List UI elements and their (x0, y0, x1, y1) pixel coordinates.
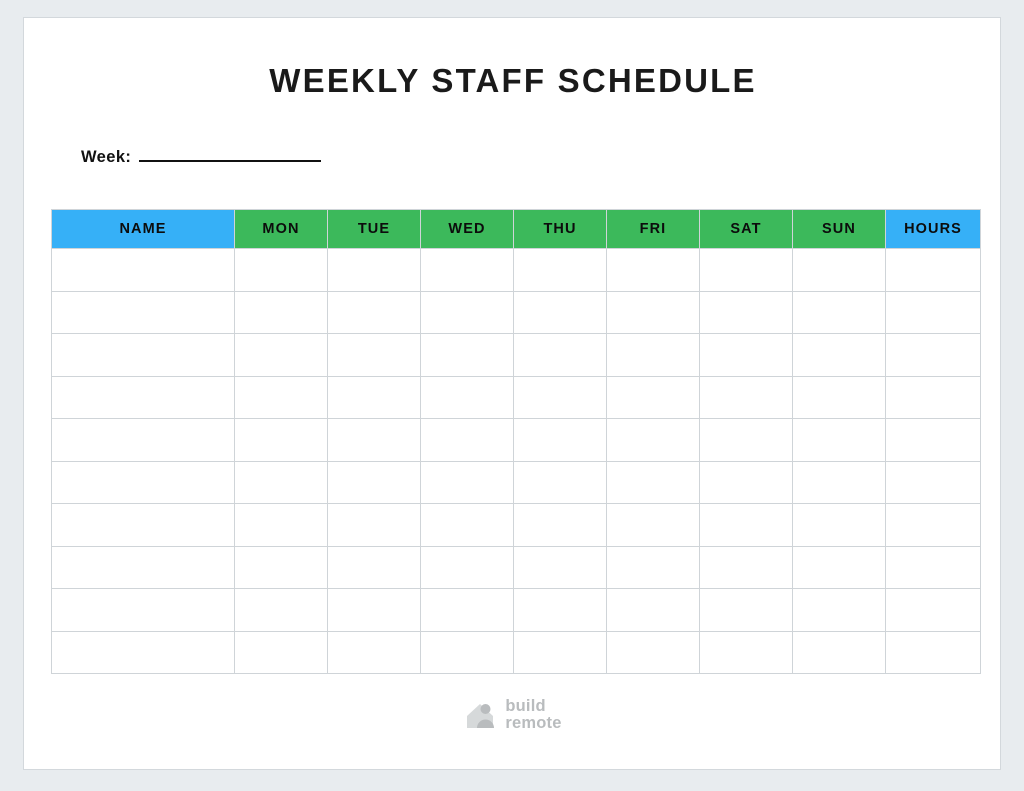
table-row (52, 376, 981, 419)
column-header-thu[interactable]: THU (514, 210, 607, 249)
table-cell-hours[interactable] (886, 291, 981, 334)
column-header-wed[interactable]: WED (421, 210, 514, 249)
table-cell-hours[interactable] (886, 546, 981, 589)
column-header-sat[interactable]: SAT (700, 210, 793, 249)
table-row (52, 546, 981, 589)
table-cell-sat[interactable] (700, 249, 793, 292)
table-cell-wed[interactable] (421, 631, 514, 674)
column-header-mon[interactable]: MON (235, 210, 328, 249)
table-cell-tue[interactable] (328, 291, 421, 334)
table-cell-sat[interactable] (700, 546, 793, 589)
table-cell-mon[interactable] (235, 631, 328, 674)
table-cell-name[interactable] (52, 376, 235, 419)
table-cell-fri[interactable] (607, 546, 700, 589)
table-cell-fri[interactable] (607, 589, 700, 632)
table-cell-sat[interactable] (700, 504, 793, 547)
table-cell-fri[interactable] (607, 631, 700, 674)
table-cell-tue[interactable] (328, 546, 421, 589)
table-cell-name[interactable] (52, 334, 235, 377)
table-cell-tue[interactable] (328, 589, 421, 632)
table-cell-thu[interactable] (514, 461, 607, 504)
table-cell-sat[interactable] (700, 376, 793, 419)
table-cell-mon[interactable] (235, 546, 328, 589)
table-cell-tue[interactable] (328, 249, 421, 292)
table-cell-hours[interactable] (886, 376, 981, 419)
brand-line-1: build (505, 697, 546, 716)
table-cell-name[interactable] (52, 419, 235, 462)
table-cell-fri[interactable] (607, 291, 700, 334)
table-cell-mon[interactable] (235, 249, 328, 292)
table-cell-wed[interactable] (421, 419, 514, 462)
table-cell-thu[interactable] (514, 376, 607, 419)
table-cell-sun[interactable] (793, 334, 886, 377)
table-cell-sun[interactable] (793, 419, 886, 462)
house-person-logo-icon (464, 698, 498, 732)
brand-wordmark (505, 698, 561, 732)
table-cell-hours[interactable] (886, 249, 981, 292)
table-cell-wed[interactable] (421, 334, 514, 377)
table-cell-fri[interactable] (607, 249, 700, 292)
table-cell-wed[interactable] (421, 461, 514, 504)
table-cell-sat[interactable] (700, 589, 793, 632)
table-header (52, 210, 981, 249)
table-cell-name[interactable] (52, 291, 235, 334)
table-cell-thu[interactable] (514, 504, 607, 547)
week-label: Week: (81, 148, 132, 166)
footer-logo (24, 698, 1002, 732)
table-row (52, 504, 981, 547)
week-input-blank[interactable] (139, 146, 321, 162)
table-cell-sun[interactable] (793, 589, 886, 632)
table-cell-sun[interactable] (793, 249, 886, 292)
table-cell-thu[interactable] (514, 334, 607, 377)
column-header-name[interactable]: NAME (52, 210, 235, 249)
table-cell-mon[interactable] (235, 504, 328, 547)
table-cell-tue[interactable] (328, 631, 421, 674)
table-cell-hours[interactable] (886, 461, 981, 504)
table-cell-sat[interactable] (700, 334, 793, 377)
table-cell-wed[interactable] (421, 504, 514, 547)
table-cell-tue[interactable] (328, 376, 421, 419)
table-cell-fri[interactable] (607, 376, 700, 419)
table-cell-name[interactable] (52, 249, 235, 292)
table-row (52, 249, 981, 292)
table-cell-mon[interactable] (235, 291, 328, 334)
table-cell-wed[interactable] (421, 249, 514, 292)
table-cell-name[interactable] (52, 461, 235, 504)
table-cell-thu[interactable] (514, 291, 607, 334)
table-cell-name[interactable] (52, 631, 235, 674)
table-cell-tue[interactable] (328, 419, 421, 462)
table-cell-wed[interactable] (421, 546, 514, 589)
table-row (52, 589, 981, 632)
column-header-tue[interactable]: TUE (328, 210, 421, 249)
printable-page (23, 17, 1001, 770)
column-header-fri[interactable]: FRI (607, 210, 700, 249)
table-cell-fri[interactable] (607, 334, 700, 377)
table-header-row (52, 210, 981, 249)
table-row (52, 631, 981, 674)
table-cell-thu[interactable] (514, 589, 607, 632)
table-cell-sat[interactable] (700, 419, 793, 462)
brand-line-2: remote (505, 714, 562, 732)
table-cell-fri[interactable] (607, 419, 700, 462)
table-cell-fri[interactable] (607, 504, 700, 547)
table-row (52, 419, 981, 462)
table-cell-sun[interactable] (793, 376, 886, 419)
table-cell-hours[interactable] (886, 334, 981, 377)
table-cell-sat[interactable] (700, 631, 793, 674)
table-cell-sat[interactable] (700, 461, 793, 504)
table-cell-wed[interactable] (421, 291, 514, 334)
table-cell-hours[interactable] (886, 504, 981, 547)
table-cell-tue[interactable] (328, 461, 421, 504)
table-cell-name[interactable] (52, 589, 235, 632)
table-cell-sun[interactable] (793, 631, 886, 674)
table-cell-hours[interactable] (886, 631, 981, 674)
table-row (52, 461, 981, 504)
schedule-table (51, 209, 981, 674)
column-header-hours[interactable]: HOURS (886, 210, 981, 249)
table-cell-mon[interactable] (235, 376, 328, 419)
table-row (52, 291, 981, 334)
table-cell-hours[interactable] (886, 589, 981, 632)
table-row (52, 334, 981, 377)
table-cell-mon[interactable] (235, 589, 328, 632)
table-cell-fri[interactable] (607, 461, 700, 504)
table-cell-mon[interactable] (235, 334, 328, 377)
table-cell-wed[interactable] (421, 589, 514, 632)
table-cell-sun[interactable] (793, 291, 886, 334)
table-cell-thu[interactable] (514, 249, 607, 292)
week-field-row (81, 146, 321, 167)
page-title: WEEKLY STAFF SCHEDULE (269, 62, 757, 99)
table-cell-tue[interactable] (328, 334, 421, 377)
table-cell-mon[interactable] (235, 419, 328, 462)
table-cell-sun[interactable] (793, 546, 886, 589)
table-cell-thu[interactable] (514, 631, 607, 674)
table-cell-wed[interactable] (421, 376, 514, 419)
table-cell-sat[interactable] (700, 291, 793, 334)
table-cell-thu[interactable] (514, 419, 607, 462)
table-cell-thu[interactable] (514, 546, 607, 589)
column-header-sun[interactable]: SUN (793, 210, 886, 249)
table-body (52, 249, 981, 674)
table-cell-name[interactable] (52, 546, 235, 589)
table-cell-sun[interactable] (793, 461, 886, 504)
table-cell-sun[interactable] (793, 504, 886, 547)
table-cell-mon[interactable] (235, 461, 328, 504)
table-cell-name[interactable] (52, 504, 235, 547)
table-cell-hours[interactable] (886, 419, 981, 462)
table-cell-tue[interactable] (328, 504, 421, 547)
